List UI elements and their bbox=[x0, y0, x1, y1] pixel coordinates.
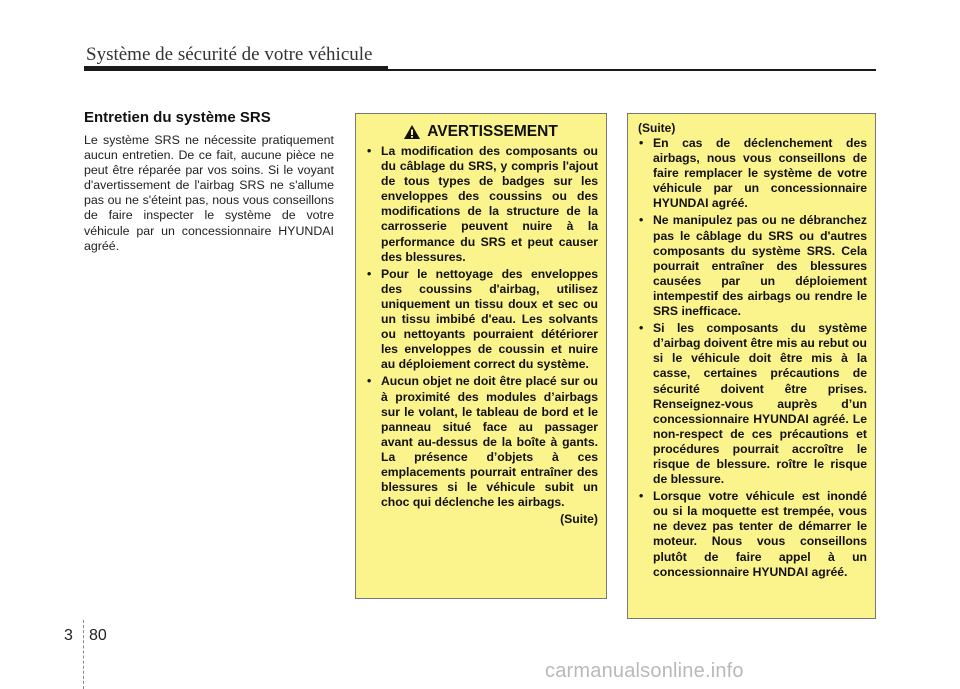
warning-box-2 bbox=[627, 113, 876, 619]
list-item: • Lorsque votre véhicule est inondé ou si la moquette est trempée, vous ne devez pas tenter de démarrer le moteur. Nous vous conseillons plutôt de faire appel à un concessionnaire HYUNDAI agréé. bbox=[635, 489, 867, 580]
warning-triangle-icon bbox=[403, 124, 421, 140]
list-item: • Si les composants du système d’airbag doivent être mis au rebut ou si le véhicule doit être mis à la casse, certaines précautions de sécurité doivent être prises. Renseignez-vous auprès d’un concessionnaire HYUNDAI agréé. Le non-respect de ces précautions et procédures pourrait accroître le risque de blessure. roître le risque de blessure. bbox=[635, 321, 867, 487]
watermark: carmanualsonline.info bbox=[545, 660, 744, 682]
page-number: 80 bbox=[89, 627, 107, 644]
header-rule-thin bbox=[388, 69, 876, 71]
continued-label: (Suite) bbox=[638, 121, 676, 135]
warning-list-2 bbox=[635, 136, 867, 580]
list-item: • En cas de déclenchement des airbags, nous vous conseillons de faire remplacer le système de votre véhicule par un concessionnaire HYUNDAI agréé. bbox=[635, 136, 867, 211]
continued-label: (Suite) bbox=[560, 512, 598, 527]
warning-heading bbox=[363, 123, 598, 141]
section-title: Entretien du système SRS bbox=[84, 109, 271, 126]
warning-heading-label: AVERTISSEMENT bbox=[427, 123, 558, 140]
footer-divider bbox=[83, 620, 85, 689]
maintenance-section bbox=[84, 109, 334, 254]
list-item: • La modification des composants ou du câblage du SRS, y compris l'ajout de tous types de badges sur les enveloppes des coussins ou des modifications de la structure de la carrosserie peuvent nuire à la performance du SRS et peut causer des blessures. bbox=[363, 144, 598, 265]
warning-list-1 bbox=[363, 144, 598, 510]
warning-box-1 bbox=[355, 113, 607, 599]
chapter-number: 3 bbox=[64, 627, 73, 644]
list-item: • Pour le nettoyage des enveloppes des coussins d'airbag, utilisez uniquement un tissu doux et sec ou un tissu imbibé d'eau. Les solvants ou nettoyants pourraient détériorer les enveloppes de coussin et nuire au déploiement correct du système. bbox=[363, 267, 598, 373]
page-header-title: Système de sécurité de votre véhicule bbox=[86, 44, 373, 65]
list-item: • Ne manipulez pas ou ne débranchez pas le câblage du SRS ou d'autres composants du système SRS. Cela pourrait entraîner des blessures causées par un déploiement intempestif des airbags ou rendre le SRS inefficace. bbox=[635, 213, 867, 319]
list-item: • Aucun objet ne doit être placé sur ou à proximité des modules d’airbags sur le volant, le tableau de bord et le panneau situé face au passager avant au-dessus de la boîte à gants. La présence d’objets à ces emplacements pourrait entraîner des blessures si le véhicule subit un choc qui déclenche les airbags. bbox=[363, 374, 598, 510]
section-body: Le système SRS ne nécessite pratiquement aucun entretien. De ce fait, aucune pièce ne peut être réparée par vos soins. Si le voyant d'avertissement de l'airbag SRS ne s'allume pas ou ne s'éteint pas, nous vous conseillons de faire inspecter le système de votre véhicule par un concessionnaire HYUNDAI agréé. bbox=[84, 133, 334, 253]
header-rule-thick bbox=[84, 66, 388, 71]
